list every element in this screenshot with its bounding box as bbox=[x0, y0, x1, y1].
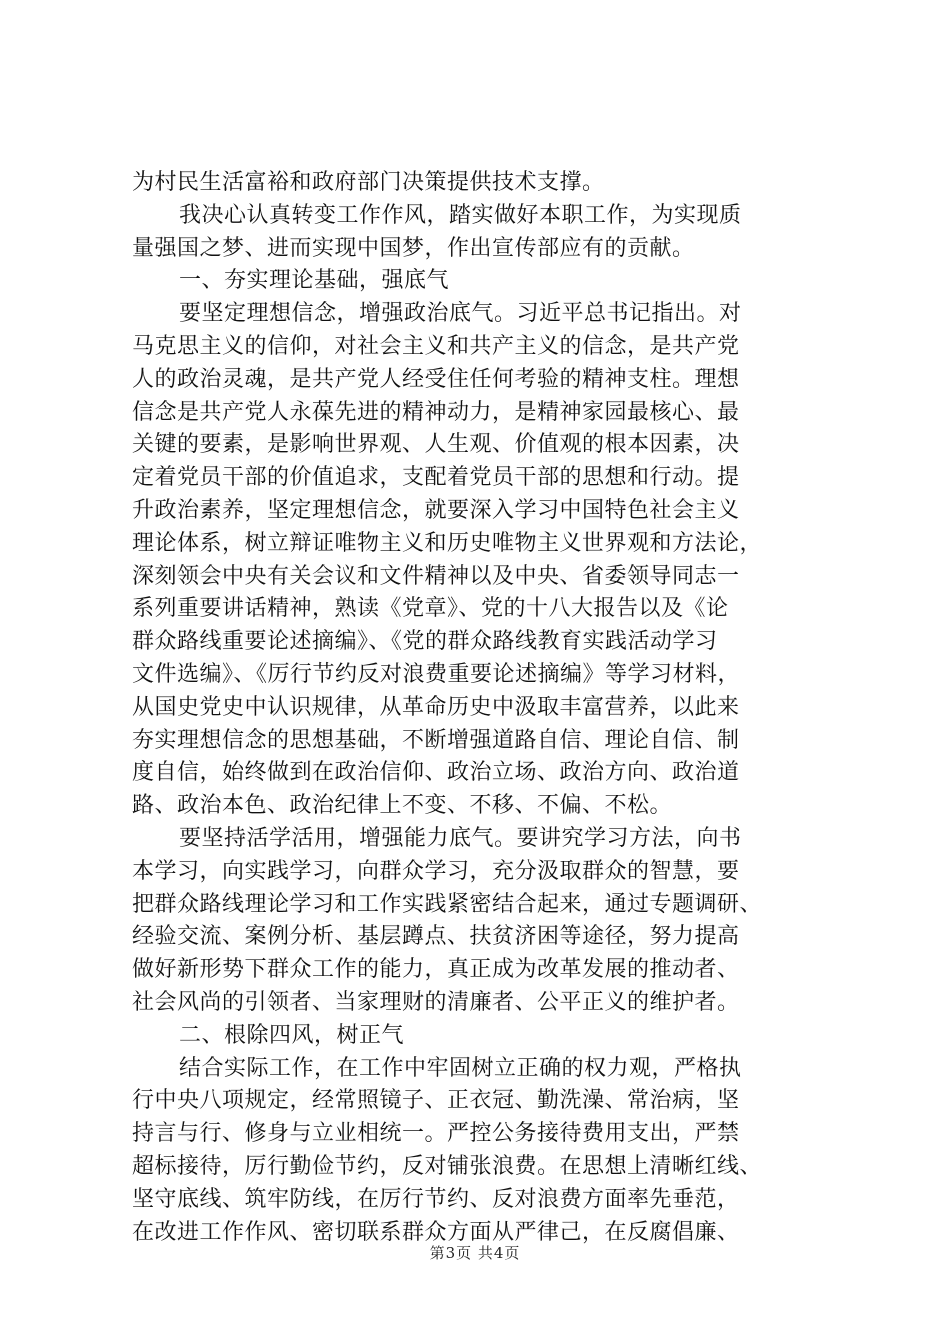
text-line: 社会风尚的引领者、当家理财的清廉者、公平正义的维护者。 bbox=[132, 989, 740, 1015]
text-line: 人的政治灵魂，是共产党人经受住任何考验的精神支柱。理想 bbox=[132, 366, 740, 392]
text-line: 关键的要素，是影响世界观、人生观、价值观的根本因素，决 bbox=[132, 432, 740, 458]
text-line: 要坚持活学活用，增强能力底气。要讲究学习方法，向书 bbox=[179, 825, 742, 851]
text-line: 坚守底线、筑牢防线，在厉行节约、反对浪费方面率先垂范， bbox=[132, 1186, 740, 1212]
document-body bbox=[132, 167, 832, 1249]
page-footer: 第3页 共4页 bbox=[429, 1244, 521, 1262]
text-line: 我决心认真转变工作作风，踏实做好本职工作，为实现质 bbox=[179, 202, 742, 228]
text-line: 行中央八项规定，经常照镜子、正衣冠、勤洗澡、常治病，坚 bbox=[132, 1088, 740, 1114]
text-line: 夯实理想信念的思想基础，不断增强道路自信、理论自信、制 bbox=[132, 727, 740, 753]
text-line: 经验交流、案例分析、基层蹲点、扶贫济困等途径，努力提高 bbox=[132, 924, 740, 950]
text-line: 定着党员干部的价值追求，支配着党员干部的思想和行动。提 bbox=[132, 465, 740, 491]
text-line: 要坚定理想信念，增强政治底气。习近平总书记指出。对 bbox=[179, 301, 742, 327]
text-line: 超标接待，厉行勤俭节约，反对铺张浪费。在思想上清晰红线、 bbox=[132, 1153, 763, 1179]
text-line: 结合实际工作，在工作中牢固树立正确的权力观，严格执 bbox=[179, 1055, 742, 1081]
text-line: 深刻领会中央有关会议和文件精神以及中央、省委领导同志一 bbox=[132, 563, 740, 589]
text-line: 群众路线重要论述摘编》、《党的群众路线教育实践活动学习 bbox=[132, 629, 718, 655]
text-line: 一、夯实理论基础，强底气 bbox=[179, 268, 450, 294]
text-line: 文件选编》、《厉行节约反对浪费重要论述摘编》等学习材料， bbox=[132, 661, 741, 687]
text-line: 本学习，向实践学习，向群众学习，充分汲取群众的智慧，要 bbox=[132, 858, 740, 884]
text-line: 量强国之梦、进而实现中国梦，作出宣传部应有的贡献。 bbox=[132, 235, 695, 261]
text-line: 在改进工作作风、密切联系群众方面从严律己，在反腐倡廉、 bbox=[132, 1219, 740, 1245]
text-line: 从国史党史中认识规律，从革命历史中汲取丰富营养，以此来 bbox=[132, 694, 740, 720]
text-line: 把群众路线理论学习和工作实践紧密结合起来，通过专题调研、 bbox=[132, 891, 763, 917]
text-line: 持言与行、修身与立业相统一。严控公务接待费用支出，严禁 bbox=[132, 1121, 740, 1147]
text-line: 系列重要讲话精神，熟读《党章》、党的十八大报告以及《论 bbox=[132, 596, 729, 622]
text-line: 理论体系，树立辩证唯物主义和历史唯物主义世界观和方法论， bbox=[132, 530, 763, 556]
text-line: 路、政治本色、政治纪律上不变、不移、不偏、不松。 bbox=[132, 793, 673, 819]
text-line: 度自信，始终做到在政治信仰、政治立场、政治方向、政治道 bbox=[132, 760, 740, 786]
text-line: 马克思主义的信仰，对社会主义和共产主义的信念，是共产党 bbox=[132, 333, 740, 359]
text-line: 为村民生活富裕和政府部门决策提供技术支撑。 bbox=[132, 170, 605, 195]
text-line: 升政治素养，坚定理想信念，就要深入学习中国特色社会主义 bbox=[132, 497, 740, 523]
text-line: 做好新形势下群众工作的能力，真正成为改革发展的推动者、 bbox=[132, 957, 740, 983]
text-line: 信念是共产党人永葆先进的精神动力，是精神家园最核心、最 bbox=[132, 399, 740, 425]
text-line: 二、根除四风，树正气 bbox=[179, 1022, 405, 1048]
